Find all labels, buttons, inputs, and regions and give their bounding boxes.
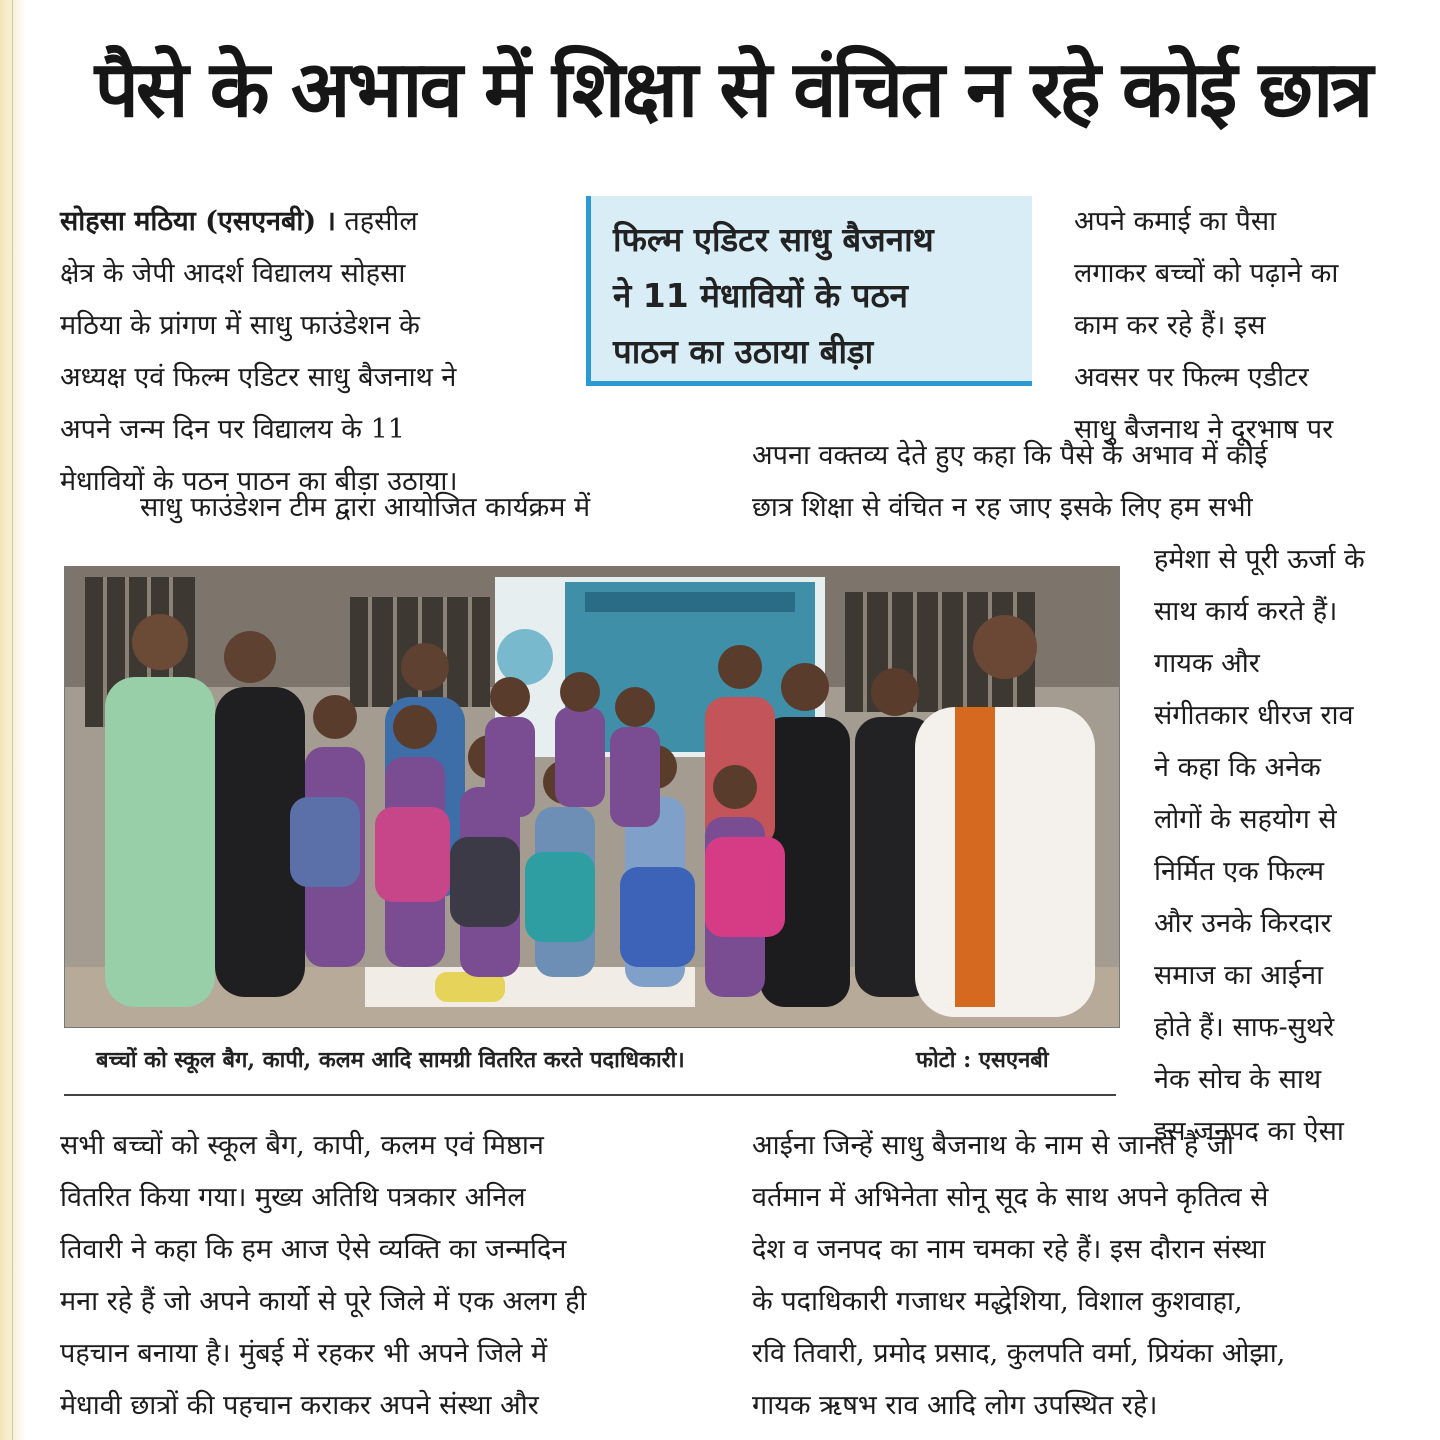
paper-edge [0, 0, 26, 1440]
article-line: अध्यक्ष एवं फिल्म एडिटर साधु बैजनाथ ने [60, 362, 457, 393]
divider-rule [64, 1094, 1116, 1096]
article-line: वर्तमान में अभिनेता सोनू सूद के साथ अपने कृतित्व से [752, 1182, 1269, 1213]
article-line: काम कर रहे हैं। इस [1074, 310, 1266, 341]
article-line: अपने कमाई का पैसा [1074, 206, 1277, 237]
article-column-left-top [60, 196, 556, 508]
article-line: आईना जिन्हें साधु बैजनाथ के नाम से जानते हैं जो [752, 1130, 1234, 1161]
page-border-line [12, 0, 13, 1440]
article-line: साथ कार्य करते हैं। [1154, 596, 1338, 627]
article-line: रवि तिवारी, प्रमोद प्रसाद, कुलपति वर्मा, प्रियंका ओझा, [752, 1338, 1286, 1369]
article-line: इस जनपद का ऐसा [1154, 1116, 1344, 1147]
article-line: मेधावियों के पठन पाठन का बीड़ा उठाया। [60, 466, 458, 497]
article-line: निर्मित एक फिल्म [1154, 856, 1324, 887]
article-line: अपने जन्म दिन पर विद्यालय के 11 [60, 414, 405, 445]
article-line: के पदाधिकारी गजाधर मद्धेशिया, विशाल कुशवाहा, [752, 1286, 1243, 1317]
photo-caption [96, 1040, 1096, 1080]
headline: पैसे के अभाव में शिक्षा से वंचित न रहे कोई छात्र [94, 45, 1371, 135]
article-line: संगीतकार धीरज राव [1154, 700, 1354, 731]
article-line: हमेशा से पूरी ऊर्जा के [1154, 544, 1365, 575]
caption-text: बच्चों को स्कूल बैग, कापी, कलम आदि सामग्री वितरित करते पदाधिकारी। [96, 1047, 685, 1073]
article-line: मठिया के प्रांगण में साधु फाउंडेशन के [60, 310, 420, 341]
article-column-right-narrow [1154, 534, 1400, 1158]
article-column-left-continued [60, 482, 696, 534]
article-line: छात्र शिक्षा से वंचित न रह जाए इसके लिए हम सभी [752, 492, 1253, 523]
article-line: नेक सोच के साथ [1154, 1064, 1322, 1095]
article-line: सभी बच्चों को स्कूल बैग, कापी, कलम एवं मिष्ठान [60, 1130, 544, 1161]
article-line: वितरित किया गया। मुख्य अतिथि पत्रकार अनिल [60, 1182, 526, 1213]
article-line: क्षेत्र के जेपी आदर्श विद्यालय सोहसा [60, 258, 406, 289]
article-line: होते हैं। साफ-सुथरे [1154, 1012, 1335, 1043]
article-line: तिवारी ने कहा कि हम आज ऐसे व्यक्ति का जन्मदिन [60, 1234, 567, 1265]
article-column-bottom-left [60, 1120, 696, 1432]
highlight-text [613, 212, 1023, 380]
article-column-bottom-right [752, 1120, 1400, 1432]
highlight-box [586, 196, 1032, 386]
highlight-line: ने 11 मेधावियों के पठन [613, 276, 908, 315]
article-line: गायक और [1154, 648, 1260, 679]
article-line: मना रहे हैं जो अपने कार्यो से पूरे जिले में एक अलग ही [60, 1286, 587, 1317]
article-line: लगाकर बच्चों को पढ़ाने का [1074, 258, 1339, 289]
article-line: लोगों के सहयोग से [1154, 804, 1337, 835]
dateline: सोहसा मठिया (एसएनबी) । [60, 206, 336, 237]
article-line: सोहसा मठिया (एसएनबी) । तहसील [60, 206, 418, 237]
article-line: पहचान बनाया है। मुंबई में रहकर भी अपने जिले में [60, 1338, 548, 1369]
photo-credit: फोटो : एसएनबी [916, 1047, 1049, 1073]
article-line: अवसर पर फिल्म एडीटर [1074, 362, 1309, 393]
article-line: मेधावी छात्रों की पहचान कराकर अपने संस्था और [60, 1390, 539, 1421]
article-line: और उनके किरदार [1154, 908, 1332, 939]
article-line: अपना वक्तव्य देते हुए कहा कि पैसे के अभाव में कोई [752, 440, 1268, 471]
article-column-right-wide [752, 430, 1400, 534]
article-line: गायक ऋषभ राव आदि लोग उपस्थित रहे। [752, 1390, 1158, 1421]
group-photo-illustration [65, 567, 1119, 1027]
article-column-right-top [1074, 196, 1400, 456]
article-line: समाज का आईना [1154, 960, 1324, 991]
group-photo [64, 566, 1120, 1028]
article-line: ने कहा कि अनेक [1154, 752, 1321, 783]
article-line: साधु फाउंडेशन टीम द्वारा आयोजित कार्यक्रम में [140, 492, 591, 523]
article-line: देश व जनपद का नाम चमका रहे हैं। इस दौरान संस्था [752, 1234, 1266, 1265]
highlight-line: पाठन का उठाया बीड़ा [613, 332, 874, 371]
highlight-line: फिल्म एडिटर साधु बैजनाथ [613, 220, 934, 259]
article-line: साधु बैजनाथ ने दूरभाष पर [1074, 414, 1334, 445]
